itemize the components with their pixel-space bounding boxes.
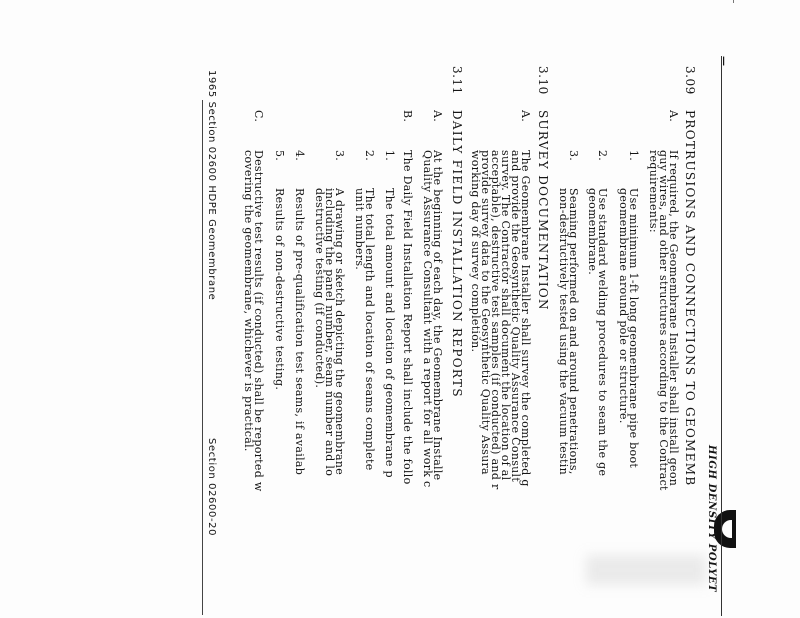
subitem-line: Seaming performed on and around penetrations,	[567, 188, 580, 475]
footer-left: 1965 Section 02600 HDPE Geomembrane	[206, 70, 217, 301]
rotated-document	[194, 0, 729, 618]
paragraph-line: survey. The Contractor shall document the location of al	[499, 150, 512, 481]
subitem-label: 2.	[596, 150, 609, 162]
paragraph-line: requirements:	[647, 150, 660, 233]
paragraph-line: provide survey data to the Geosynthetic Quality Assura	[479, 150, 492, 475]
paragraph-line: The Geomembrane Installer shall survey the completed g	[519, 150, 532, 487]
subitem-line: including the panel number, seam number and lo	[323, 188, 336, 477]
paragraph-line: Destructive test results (if conducted) shall be reported w	[252, 150, 265, 492]
section-title: SURVEY DOCUMENTATION	[536, 110, 550, 311]
header-rule	[721, 56, 722, 616]
item-label: A.	[667, 110, 680, 123]
item-label: C.	[252, 110, 265, 123]
running-header: HIGH DENSITY POLYET	[706, 445, 717, 593]
paragraph-line: working day of survey completion.	[469, 150, 482, 353]
subitem-label: 2.	[363, 150, 376, 162]
paragraph-line: and provide the Geosynthetic Quality Assurance Consult	[509, 150, 522, 483]
footer-rule	[202, 100, 203, 615]
scan-edge-mark	[733, 0, 734, 3]
subitem-label: 1.	[627, 150, 640, 162]
footer-page-number: Section 02600-20	[206, 438, 217, 537]
paragraph-line: If required, the Geomembrane Installer shall install geon	[667, 150, 680, 487]
subitem-line: unit numbers.	[353, 188, 366, 271]
item-label: B.	[401, 110, 414, 123]
subitem-line: destructive testing (if conducted).	[313, 188, 326, 389]
subitem-line: geomembrane around pole or structure.	[617, 188, 630, 424]
subitem-label: 4.	[293, 150, 306, 162]
subitem-line: Results of pre-qualification test seams, if availab	[293, 188, 306, 476]
subitem-line: The total amount and location of geomembrane p	[383, 188, 396, 478]
subitem-line: geomembrane.	[586, 188, 599, 276]
subitem-line: non-destructively tested using the vacuum testin	[557, 188, 570, 475]
section-title: PROTRUSIONS AND CONNECTIONS TO GEOMEMB	[683, 110, 697, 487]
subitem-line: The total length and location of seams complete	[363, 188, 376, 471]
subitem-label: 1.	[383, 150, 396, 162]
paragraph-line: Quality Assurance Consultant with a report for all work c	[421, 150, 434, 488]
subitem-label: 5.	[273, 150, 286, 162]
section-title: DAILY FIELD INSTALLATION REPORTS	[450, 110, 464, 398]
subitem-label: 3.	[567, 150, 580, 162]
paragraph-line: The Daily Field Installation Report shall include the follo	[401, 150, 414, 485]
binder-tab-mark	[714, 510, 736, 548]
subitem-label: 3.	[333, 150, 346, 162]
subitem-line: Results of non-destructive testing.	[273, 188, 286, 391]
paragraph-line: guy wires, and other structures according to the Contract	[657, 150, 670, 491]
item-label: A.	[519, 110, 532, 123]
paragraph-line: At the beginning of each day, the Geomembrane Installe	[431, 150, 444, 481]
section-number: 3.11	[450, 66, 464, 95]
scan-smudge	[586, 555, 706, 585]
subitem-line: Use minimum 1-ft long geomembrane pipe boot	[627, 188, 640, 469]
subitem-line: Use standard welding procedures to seam the ge	[596, 188, 609, 477]
item-label: A.	[431, 110, 444, 123]
section-number: 3.10	[536, 66, 550, 95]
top-left-mark: —	[718, 56, 729, 67]
paragraph-line: acceptable), destructive test samples (if conducted) and r	[489, 150, 502, 490]
subitem-line: A drawing or sketch depicting the geomembrane	[333, 188, 346, 476]
paragraph-line: covering the geomembrane, whichever is practical.	[242, 150, 255, 452]
section-number: 3.09	[683, 66, 697, 95]
